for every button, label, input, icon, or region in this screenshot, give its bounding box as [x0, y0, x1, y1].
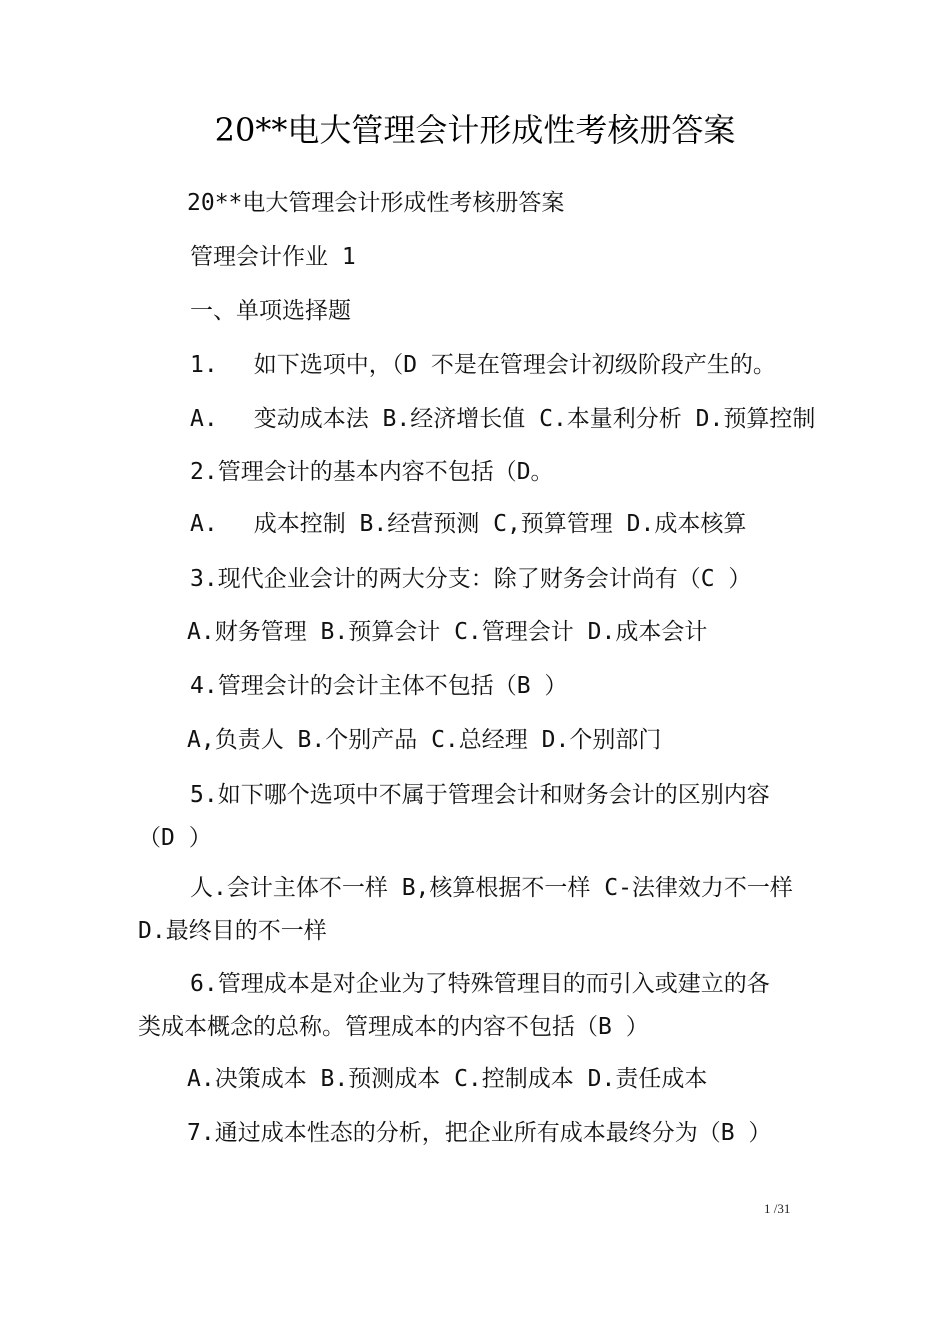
question-2-option-a-marker: A. — [190, 511, 218, 537]
question-5-options-line-2: D.最终目的不一样 — [138, 918, 327, 944]
question-6-line-1: 6.管理成本是对企业为了特殊管理目的而引入或建立的各 — [190, 971, 770, 997]
question-1-number: 1. — [190, 352, 218, 378]
document-title: 20**电大管理会计形成性考核册答案 — [214, 111, 736, 149]
question-1-option-a-marker: A. — [190, 406, 218, 432]
question-2-options-text: 成本控制 B.经营预测 C,预算管理 D.成本核算 — [253, 511, 747, 537]
question-1-text: 如下选项中，（D 不是在管理会计初级阶段产生的。 — [253, 352, 776, 378]
assignment-heading: 管理会计作业 1 — [190, 244, 356, 270]
question-5-line-2: （D ） — [138, 825, 212, 851]
question-4: 4.管理会计的会计主体不包括（B ） — [190, 673, 568, 699]
question-1 — [190, 342, 776, 388]
page-indicator: 1 /31 — [764, 1201, 791, 1216]
question-5-line-1: 5.如下哪个选项中不属于管理会计和财务会计的区别内容 — [190, 782, 770, 808]
question-2-options — [190, 501, 746, 547]
question-7: 7.通过成本性态的分析，把企业所有成本最终分为（B ） — [187, 1120, 772, 1146]
section-heading: 一、单项选择题 — [190, 298, 351, 324]
question-4-options: A,负责人 B.个别产品 C.总经理 D.个别部门 — [187, 727, 662, 753]
question-3: 3.现代企业会计的两大分支：除了财务会计尚有（C ） — [190, 566, 752, 592]
document-subtitle: 20**电大管理会计形成性考核册答案 — [187, 190, 565, 216]
question-3-options: A.财务管理 B.预算会计 C.管理会计 D.成本会计 — [187, 619, 708, 645]
question-2: 2.管理会计的基本内容不包括（D。 — [190, 459, 554, 485]
question-6-line-2: 类成本概念的总称。管理成本的内容不包括（B ） — [138, 1014, 649, 1040]
question-5-options-line-1: 人.会计主体不一样 B,核算根据不一样 C-法律效力不一样 — [190, 875, 793, 901]
question-1-options — [190, 396, 815, 442]
question-6-options: A.决策成本 B.预测成本 C.控制成本 D.责任成本 — [187, 1066, 708, 1092]
question-1-options-text: 变动成本法 B.经济增长值 C.本量利分析 D.预算控制 — [253, 406, 816, 432]
